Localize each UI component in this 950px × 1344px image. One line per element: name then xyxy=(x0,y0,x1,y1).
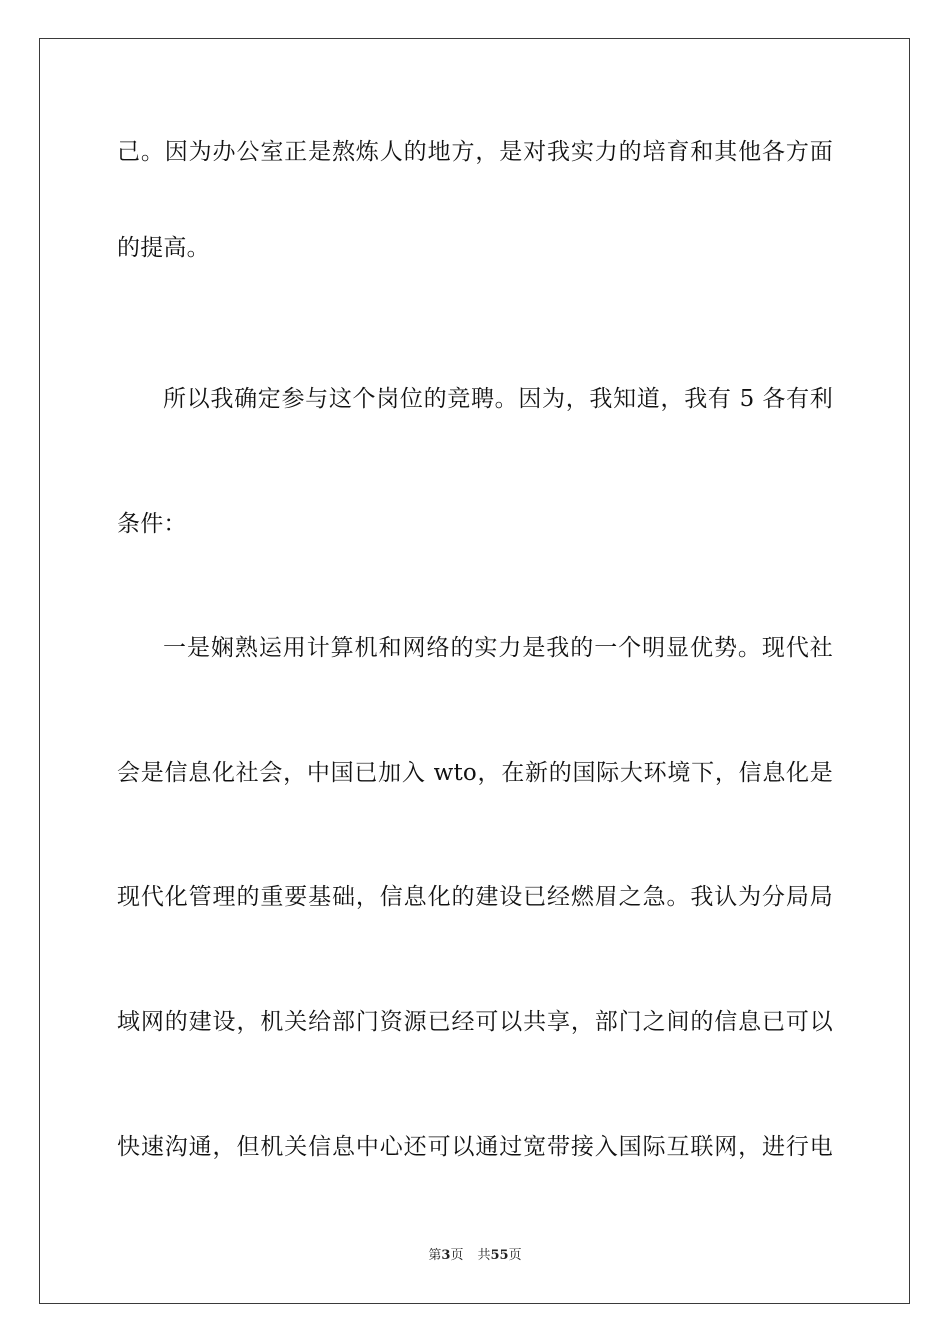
page-number: 3 xyxy=(441,1248,451,1263)
page-footer xyxy=(0,1248,950,1264)
paragraph-line: 的提高。 xyxy=(117,235,210,261)
paragraph-line: 条件： xyxy=(117,511,187,537)
page-prefix: 第 xyxy=(428,1248,442,1263)
paragraph-line: 所以我确定参与这个岗位的竞聘。因为，我知道，我有 5 各有利 xyxy=(163,386,833,412)
total-pages: 55 xyxy=(490,1248,509,1263)
page-suffix: 页 xyxy=(450,1248,464,1263)
total-suffix: 页 xyxy=(508,1248,522,1263)
paragraph-line: 快速沟通，但机关信息中心还可以通过宽带接入国际互联网，进行电 xyxy=(117,1134,833,1160)
paragraph-line: 域网的建设，机关给部门资源已经可以共享，部门之间的信息已可以 xyxy=(117,1009,833,1035)
paragraph-line: 现代化管理的重要基础，信息化的建设已经燃眉之急。我认为分局局 xyxy=(117,884,833,910)
page-border xyxy=(39,38,910,1304)
paragraph-line: 一是娴熟运用计算机和网络的实力是我的一个明显优势。现代社 xyxy=(163,635,833,661)
paragraph-line: 己。因为办公室正是熬炼人的地方，是对我实力的培育和其他各方面 xyxy=(117,139,833,165)
total-prefix: 共 xyxy=(477,1248,491,1263)
paragraph-line: 会是信息化社会，中国已加入 wto，在新的国际大环境下，信息化是 xyxy=(117,760,833,786)
